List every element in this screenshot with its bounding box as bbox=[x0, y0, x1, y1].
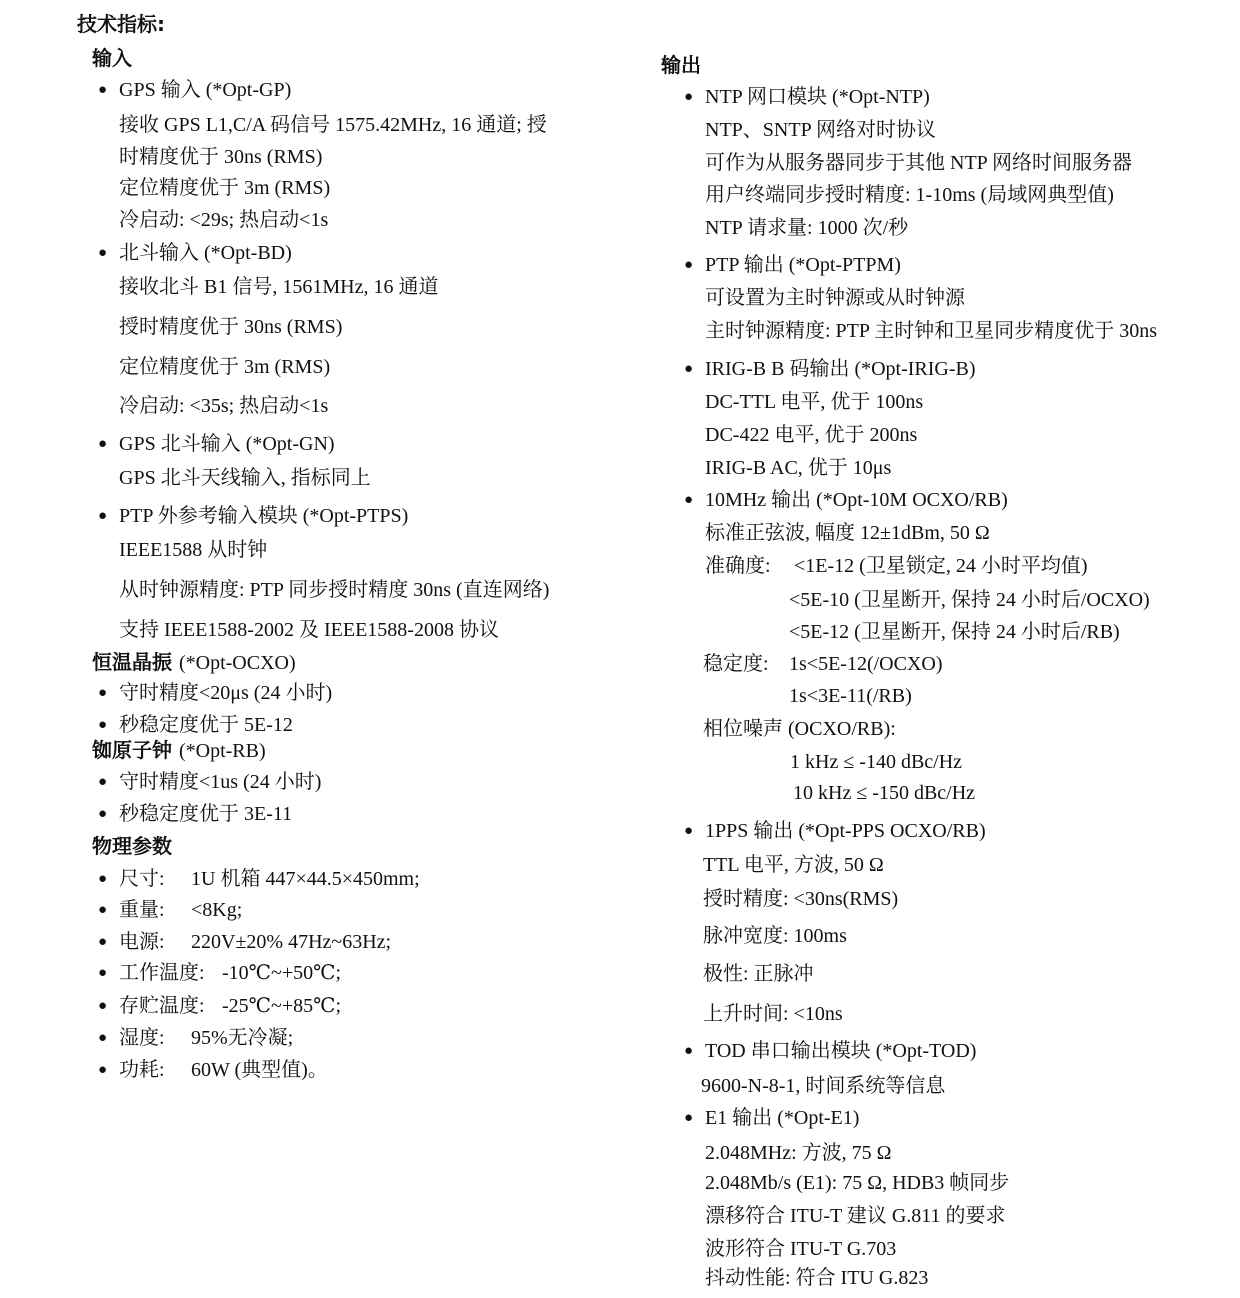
physical-heading: 物理参数 bbox=[92, 834, 172, 858]
gps-input-line: 接收 GPS L1,C/A 码信号 1575.42MHz, 16 通道; 授 bbox=[119, 114, 547, 136]
bd-input-line: 授时精度优于 30ns (RMS) bbox=[119, 316, 343, 338]
e1-line: 2.048Mb/s (E1): 75 Ω, HDB3 帧同步 bbox=[705, 1172, 1010, 1194]
bd-input-line: 冷启动: <35s; 热启动<1s bbox=[119, 395, 329, 417]
tod-bullet: ● TOD 串口输出模块 (*Opt-TOD) bbox=[705, 1041, 976, 1061]
physical-label: ● 工作温度: bbox=[119, 963, 205, 983]
physical-value: 220V±20% 47Hz~63Hz; bbox=[191, 931, 392, 953]
physical-value: 1U 机箱 447×44.5×450mm; bbox=[191, 868, 420, 890]
irig-line: DC-TTL 电平, 优于 100ns bbox=[705, 391, 924, 413]
physical-value: -10℃~+50℃; bbox=[222, 962, 342, 984]
e1-line: 漂移符合 ITU-T 建议 G.811 的要求 bbox=[705, 1205, 1006, 1227]
ocxo-item: ● 秒稳定度优于 5E-12 bbox=[119, 715, 293, 735]
pps-line: 授时精度: <30ns(RMS) bbox=[703, 888, 899, 910]
ntp-line: NTP、SNTP 网络对时协议 bbox=[705, 119, 936, 141]
physical-label: ● 存贮温度: bbox=[119, 996, 205, 1016]
output-heading: 输出 bbox=[661, 53, 701, 77]
mhz-noise-value: 1 kHz ≤ -140 dBc/Hz bbox=[790, 751, 963, 773]
pps-bullet: ● 1PPS 输出 (*Opt-PPS OCXO/RB) bbox=[705, 821, 986, 841]
bd-input-line: 定位精度优于 3m (RMS) bbox=[119, 356, 331, 378]
mhz-noise-label: 相位噪声 (OCXO/RB): bbox=[703, 718, 896, 740]
ptps-input-bullet: ● PTP 外参考输入模块 (*Opt-PTPS) bbox=[119, 506, 408, 526]
physical-label: ● 重量: bbox=[119, 900, 165, 920]
rb-item: ● 秒稳定度优于 3E-11 bbox=[119, 804, 292, 824]
mhz-stability-value: 1s<3E-11(/RB) bbox=[789, 685, 912, 707]
mhz-accuracy-value: <1E-12 (卫星锁定, 24 小时平均值) bbox=[794, 555, 1088, 577]
mhz-accuracy-value: <5E-10 (卫星断开, 保持 24 小时后/OCXO) bbox=[789, 589, 1150, 611]
gps-input-line: 冷启动: <29s; 热启动<1s bbox=[119, 209, 329, 231]
physical-label: ● 电源: bbox=[119, 932, 165, 952]
bd-input-bullet: ● 北斗输入 (*Opt-BD) bbox=[119, 243, 292, 263]
ptpm-line: 主时钟源精度: PTP 主时钟和卫星同步精度优于 30ns bbox=[705, 320, 1158, 342]
irig-line: DC-422 电平, 优于 200ns bbox=[705, 424, 918, 446]
ptps-input-line: 支持 IEEE1588-2002 及 IEEE1588-2008 协议 bbox=[119, 619, 499, 641]
input-heading: 输入 bbox=[92, 46, 132, 70]
physical-value: -25℃~+85℃; bbox=[222, 995, 342, 1017]
ntp-line: NTP 请求量: 1000 次/秒 bbox=[705, 217, 909, 239]
physical-value: 60W (典型值)。 bbox=[191, 1059, 328, 1081]
physical-label: ● 功耗: bbox=[119, 1060, 165, 1080]
mhz-accuracy-label: 准确度: bbox=[705, 555, 771, 577]
pps-line: 上升时间: <10ns bbox=[703, 1003, 843, 1025]
pps-line: TTL 电平, 方波, 50 Ω bbox=[703, 854, 884, 876]
mhz-bullet: ● 10MHz 输出 (*Opt-10M OCXO/RB) bbox=[705, 490, 1008, 510]
ntp-line: 用户终端同步授时精度: 1-10ms (局域网典型值) bbox=[705, 184, 1114, 206]
pps-line: 脉冲宽度: 100ms bbox=[703, 925, 847, 947]
rb-heading: 铷原子钟 (*Opt-RB) bbox=[92, 738, 266, 762]
irig-bullet: ● IRIG-B B 码输出 (*Opt-IRIG-B) bbox=[705, 359, 976, 379]
gps-input-bullet: ● GPS 输入 (*Opt-GP) bbox=[119, 80, 291, 100]
rb-item: ● 守时精度<1us (24 小时) bbox=[119, 772, 321, 792]
physical-label: ● 湿度: bbox=[119, 1028, 165, 1048]
ptpm-line: 可设置为主时钟源或从时钟源 bbox=[705, 287, 965, 309]
page-title: 技术指标: bbox=[77, 12, 165, 36]
physical-value: <8Kg; bbox=[191, 899, 243, 921]
e1-line: 抖动性能: 符合 ITU G.823 bbox=[705, 1267, 929, 1289]
ptps-input-line: IEEE1588 从时钟 bbox=[119, 539, 268, 561]
ptps-input-line: 从时钟源精度: PTP 同步授时精度 30ns (直连网络) bbox=[119, 579, 550, 601]
gps-input-line: 定位精度优于 3m (RMS) bbox=[119, 177, 331, 199]
e1-line: 2.048MHz: 方波, 75 Ω bbox=[705, 1142, 892, 1164]
e1-bullet: ● E1 输出 (*Opt-E1) bbox=[705, 1108, 859, 1128]
mhz-line: 标准正弦波, 幅度 12±1dBm, 50 Ω bbox=[705, 522, 990, 544]
physical-value: 95%无冷凝; bbox=[191, 1027, 294, 1049]
tod-line: 9600-N-8-1, 时间系统等信息 bbox=[701, 1075, 946, 1097]
pps-line: 极性: 正脉冲 bbox=[703, 963, 814, 985]
gn-input-line: GPS 北斗天线输入, 指标同上 bbox=[119, 467, 371, 489]
mhz-stability-label: 稳定度: bbox=[703, 653, 769, 675]
ptpm-bullet: ● PTP 输出 (*Opt-PTPM) bbox=[705, 255, 901, 275]
e1-line: 波形符合 ITU-T G.703 bbox=[705, 1238, 897, 1260]
ocxo-heading: 恒温晶振 (*Opt-OCXO) bbox=[92, 650, 296, 674]
ntp-line: 可作为从服务器同步于其他 NTP 网络时间服务器 bbox=[705, 152, 1133, 174]
ocxo-item: ● 守时精度<20μs (24 小时) bbox=[119, 683, 332, 703]
ntp-bullet: ● NTP 网口模块 (*Opt-NTP) bbox=[705, 87, 930, 107]
bd-input-line: 接收北斗 B1 信号, 1561MHz, 16 通道 bbox=[119, 276, 439, 298]
mhz-stability-value: 1s<5E-12(/OCXO) bbox=[789, 653, 943, 675]
gn-input-bullet: ● GPS 北斗输入 (*Opt-GN) bbox=[119, 434, 335, 454]
mhz-noise-value: 10 kHz ≤ -150 dBc/Hz bbox=[793, 782, 976, 804]
physical-label: ● 尺寸: bbox=[119, 869, 165, 889]
gps-input-line: 时精度优于 30ns (RMS) bbox=[119, 146, 323, 168]
irig-line: IRIG-B AC, 优于 10μs bbox=[705, 457, 892, 479]
mhz-accuracy-value: <5E-12 (卫星断开, 保持 24 小时后/RB) bbox=[789, 621, 1120, 643]
